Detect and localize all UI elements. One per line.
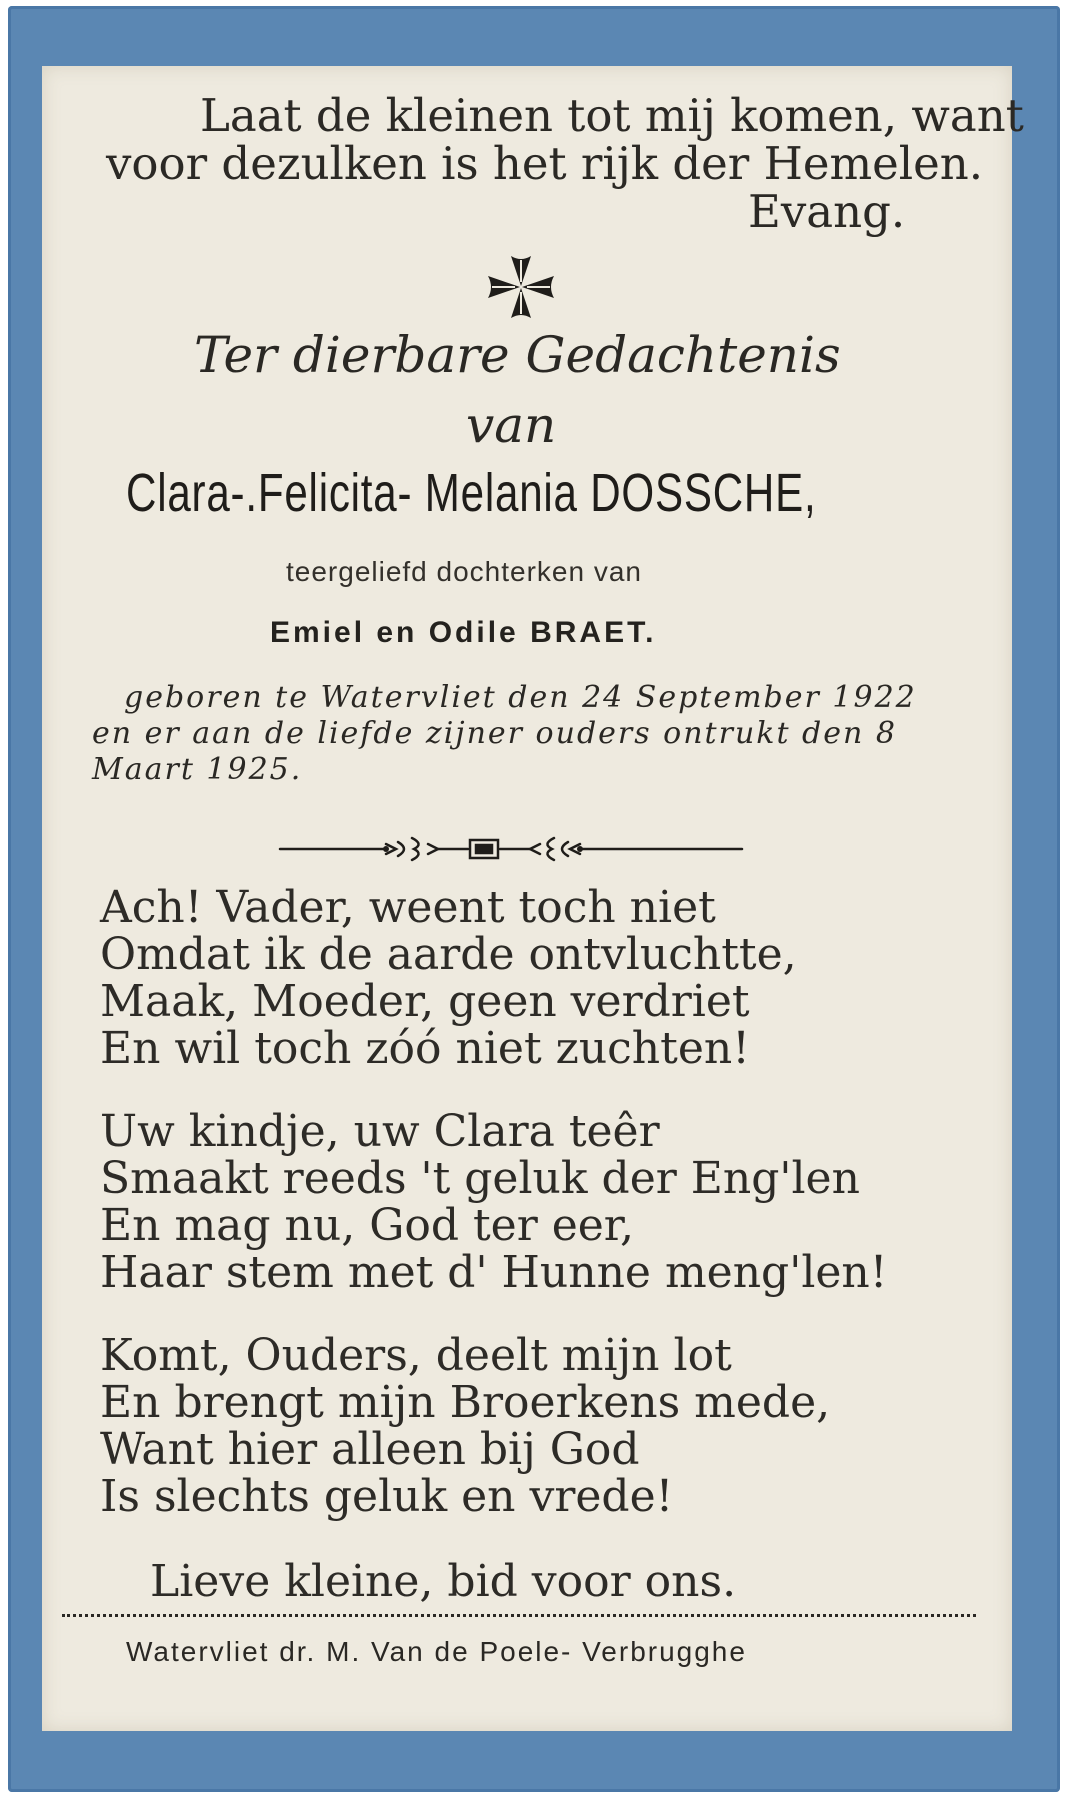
- heading-line-2: van: [466, 396, 557, 454]
- heading-line-1: Ter dierbare Gedachtenis: [194, 326, 841, 384]
- printer-credit: Watervliet dr. M. Van de Poele- Verbrugghe: [126, 1636, 747, 1667]
- epigraph-line-1: Laat de kleinen tot mij komen, want: [200, 89, 1024, 142]
- poem-line: Ach! Vader, weent toch niet: [100, 882, 716, 933]
- birth-line-2: en er aan de liefde zijner ouders ontrukt den 8: [92, 716, 897, 751]
- parents-names: Emiel en Odile BRAET.: [270, 616, 657, 649]
- poem-line: Want hier alleen bij God: [100, 1424, 640, 1475]
- poem-line: En wil toch zóó niet zuchten!: [100, 1023, 750, 1074]
- poem-line: Komt, Ouders, deelt mijn lot: [100, 1330, 732, 1381]
- ornamental-divider-icon: [278, 826, 744, 872]
- cross-patee-icon: [486, 254, 556, 320]
- epigraph-line-2: voor dezulken is het rijk der Hemelen.: [106, 137, 984, 190]
- poem-line: En brengt mijn Broerkens mede,: [100, 1377, 831, 1428]
- poem-line: Uw kindje, uw Clara teêr: [100, 1106, 660, 1157]
- poem-line: Smaakt reeds 't geluk der Eng'len: [100, 1153, 860, 1204]
- birth-line-3: Maart 1925.: [92, 752, 303, 787]
- poem-line: Is slechts geluk en vrede!: [100, 1471, 674, 1522]
- poem-line: En mag nu, God ter eer,: [100, 1200, 634, 1251]
- dotted-divider: [62, 1614, 976, 1617]
- birth-line-1: geboren te Watervliet den 24 September 1922: [124, 680, 917, 715]
- poem-line: Maak, Moeder, geen verdriet: [100, 976, 750, 1027]
- poem-line: Omdat ik de aarde ontvluchtte,: [100, 929, 797, 980]
- deceased-name: Clara-.Felicita- Melania DOSSCHE,: [126, 463, 817, 523]
- epigraph-source: Evang.: [748, 185, 906, 238]
- relation-text: teergeliefd dochterken van: [286, 556, 642, 587]
- closing-prayer: Lieve kleine, bid voor ons.: [150, 1556, 737, 1607]
- poem-line: Haar stem met d' Hunne meng'len!: [100, 1247, 888, 1298]
